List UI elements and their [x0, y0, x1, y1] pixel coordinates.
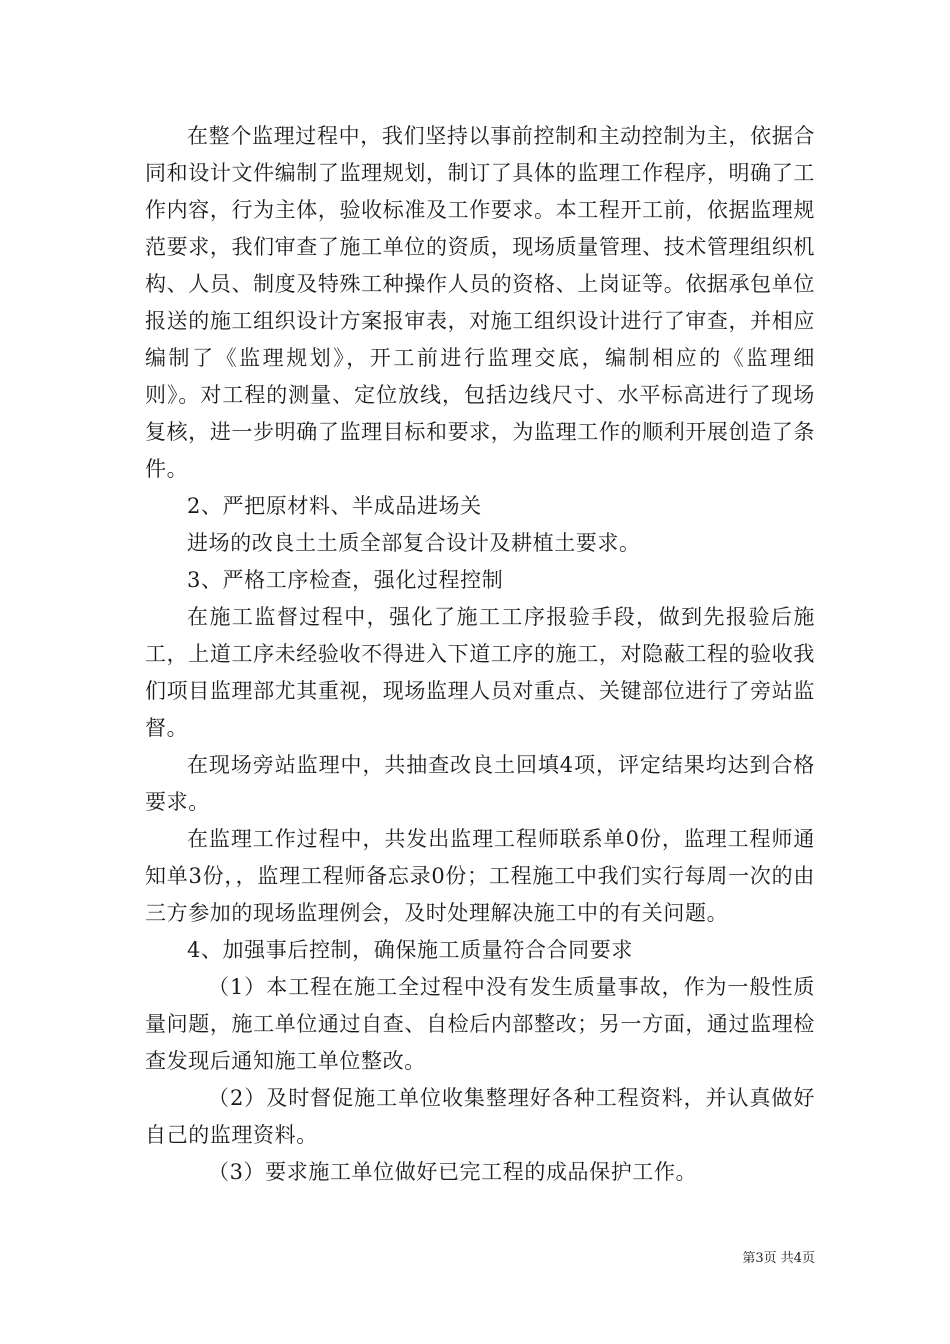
heading-raw-materials: 2、严把原材料、半成品进场关 [187, 494, 482, 518]
heading-post-control: 4、加强事后控制，确保施工质量符合合同要求 [187, 938, 633, 962]
page-number: 第3页 共4页 [742, 1251, 815, 1266]
heading-process-inspection: 3、严格工序检查，强化过程控制 [187, 568, 504, 592]
document-body [145, 118, 815, 1191]
list-item-3: （3）要求施工单位做好已完工程的成品保护工作。 [208, 1160, 698, 1184]
list-item-1: （1）本工程在施工全过程中没有发生质量事故，作为一般性质量问题，施工单位通过自查、自检后内部整改；另一方面，通过监理检查发现后通知施工单位整改。 [145, 975, 815, 1073]
paragraph-supervision-process: 在整个监理过程中，我们坚持以事前控制和主动控制为主，依据合同和设计文件编制了监理规划，制订了具体的监理工作程序，明确了工作内容，行为主体，验收标准及工作要求。本工程开工前，依据监理规范要求，我们审查了施工单位的资质，现场质量管理、技术管理组织机构、人员、制度及特殊工种操作人员的资格、上岗证等。依据承包单位报送的施工组织设计方案报审表，对施工组织设计进行了审查，并相应编制了《监理规划》，开工前进行监理交底，编制相应的《监理细则》。对工程的测量、定位放线，包括边线尺寸、水平标高进行了现场复核，进一步明确了监理目标和要求，为监理工作的顺利开展创造了条件。 [145, 124, 815, 481]
paragraph-onsite-inspection: 在现场旁站监理中，共抽查改良土回填4项，评定结果均达到合格要求。 [145, 753, 815, 814]
paragraph-notices-issued: 在监理工作过程中，共发出监理工程师联系单0份，监理工程师通知单3份，，监理工程师备忘录0份；工程施工中我们实行每周一次的由三方参加的现场监理例会，及时处理解决施工中的有关问题。 [145, 827, 815, 925]
paragraph-construction-supervision: 在施工监督过程中，强化了施工工序报验手段，做到先报验后施工，上道工序未经验收不得进入下道工序的施工，对隐蔽工程的验收我们项目监理部尤其重视，现场监理人员对重点、关键部位进行了旁站监督。 [145, 605, 815, 740]
paragraph-soil-quality: 进场的改良土土质全部复合设计及耕植土要求。 [187, 531, 641, 555]
list-item-2: （2）及时督促施工单位收集整理好各种工程资料，并认真做好自己的监理资料。 [145, 1086, 815, 1147]
